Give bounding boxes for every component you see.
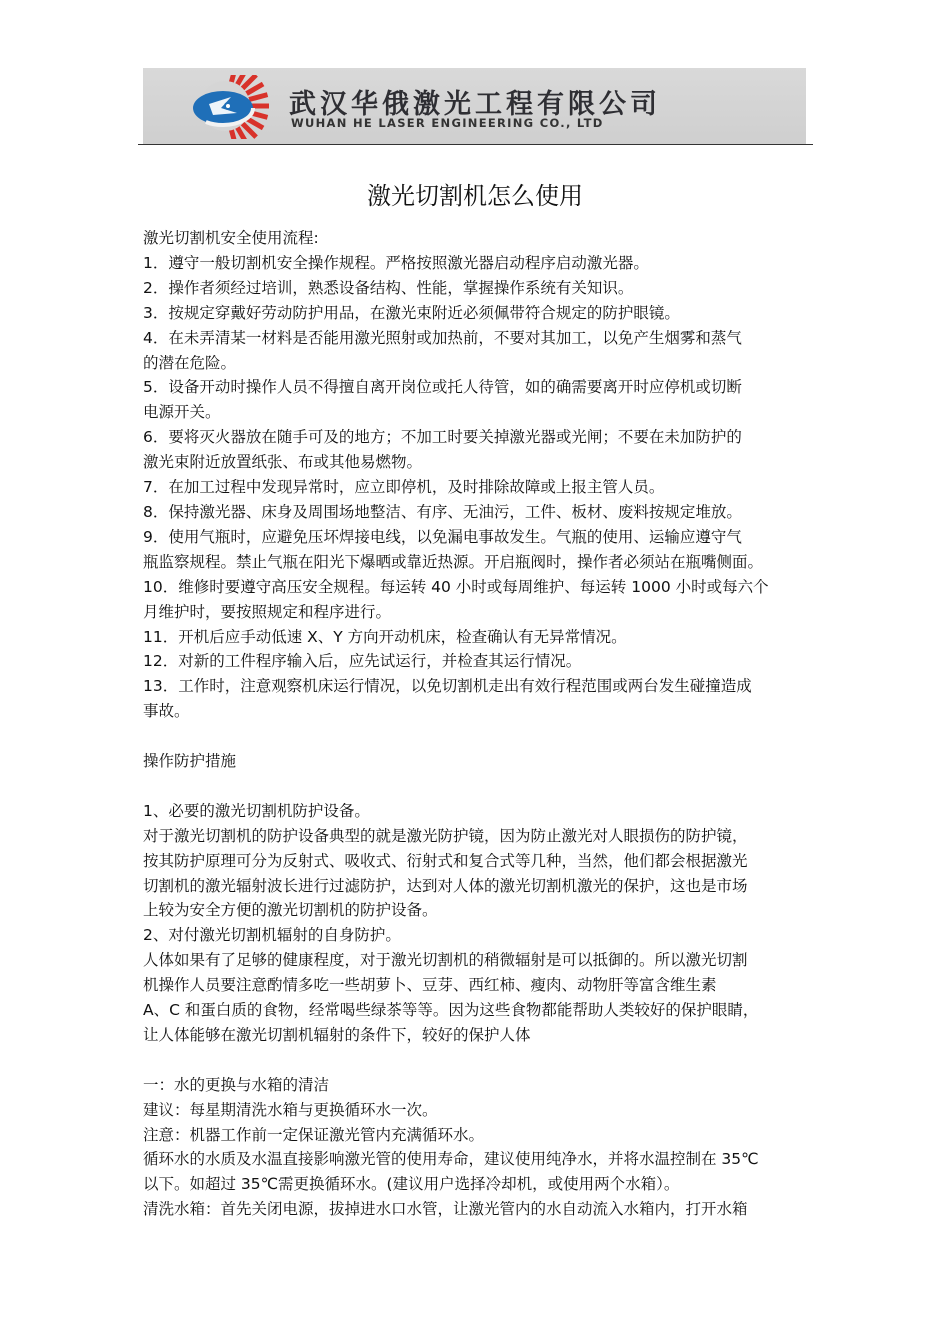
text-line: 建议：每星期清洗水箱与更换循环水一次。 xyxy=(143,1100,438,1119)
text-line: 清洗水箱：首先关闭电源，拔掉进水口水管，让激光管内的水自动流入水箱内，打开水箱 xyxy=(143,1200,748,1219)
company-logo-icon xyxy=(179,75,271,139)
text-line: 让人体能够在激光切割机辐射的条件下，较好的保护人体 xyxy=(143,1025,531,1044)
page-title: 激光切割机怎么使用 xyxy=(367,182,583,211)
text-line: 的潜在危险。 xyxy=(143,353,237,372)
text-line: A、C 和蛋白质的食物，经常喝些绿茶等等。因为这些食物都能帮助人类较好的保护眼睛， xyxy=(143,1001,759,1020)
section-heading: 操作防护措施 xyxy=(143,752,237,771)
text-line: 1、必要的激光切割机防护设备。 xyxy=(143,801,370,820)
text-line: 2、对付激光切割机辐射的自身防护。 xyxy=(143,926,401,945)
text-line: 对于激光切割机的防护设备典型的就是激光防护镜，因为防止激光对人眼损伤的防护镜， xyxy=(143,826,748,845)
text-line: 8．保持激光器、床身及周围场地整洁、有序、无油污，工件、板材、废料按规定堆放。 xyxy=(143,502,742,521)
paragraph-gap xyxy=(143,774,818,799)
document-body xyxy=(143,226,818,1222)
text-line: 事故。 xyxy=(143,702,190,721)
text-line: 注意：机器工作前一定保证激光管内充满循环水。 xyxy=(143,1125,485,1144)
text-line: 4．在未弄清某一材料是否能用激光照射或加热前，不要对其加工，以免产生烟雾和蒸气 xyxy=(143,328,742,347)
text-line: 3．按规定穿戴好劳动防护用品，在激光束附近必须佩带符合规定的防护眼镜。 xyxy=(143,303,680,322)
text-line: 激光束附近放置纸张、布或其他易燃物。 xyxy=(143,453,423,472)
section-heading: 激光切割机安全使用流程: xyxy=(143,229,319,247)
text-line: 1．遵守一般切割机安全操作规程。严格按照激光器启动程序启动激光器。 xyxy=(143,253,649,272)
paragraph-gap xyxy=(143,724,818,749)
company-banner xyxy=(143,68,806,144)
paragraph-gap xyxy=(143,1048,818,1073)
text-line: 按其防护原理可分为反射式、吸收式、衍射式和复合式等几种，当然，他们都会根据激光 xyxy=(143,851,748,870)
text-line: 电源开关。 xyxy=(143,403,221,422)
text-line: 上较为安全方便的激光切割机的防护设备。 xyxy=(143,901,438,920)
text-line: 7．在加工过程中发现异常时，应立即停机，及时排除故障或上报主管人员。 xyxy=(143,478,665,497)
text-line: 2．操作者须经过培训，熟悉设备结构、性能，掌握操作系统有关知识。 xyxy=(143,278,634,297)
section-heading: 一：水的更换与水箱的清洁 xyxy=(143,1075,330,1094)
text-line: 人体如果有了足够的健康程度，对于激光切割机的稍微辐射是可以抵御的。所以激光切割 xyxy=(143,951,748,970)
text-line: 11．开机后应手动低速 X、Y 方向开动机床，检查确认有无异常情况。 xyxy=(143,627,627,646)
text-line: 9．使用气瓶时，应避免压坏焊接电线，以免漏电事故发生。气瓶的使用、运输应遵守气 xyxy=(143,527,742,546)
company-name-cn: 武汉华俄激光工程有限公司 xyxy=(289,89,661,120)
text-line: 机操作人员要注意酌情多吃一些胡萝卜、豆芽、西红柿、瘦肉、动物肝等富含维生素 xyxy=(143,976,717,995)
text-line: 13．工作时，注意观察机床运行情况，以免切割机走出有效行程范围或两台发生碰撞造成 xyxy=(143,677,752,696)
text-line: 10．维修时要遵守高压安全规程。每运转 40 小时或每周维护、每运转 1000 小时或每六个 xyxy=(143,577,769,596)
text-line: 12．对新的工件程序输入后，应先试运行，并检查其运行情况。 xyxy=(143,652,582,671)
text-line: 瓶监察规程。禁止气瓶在阳光下爆晒或靠近热源。开启瓶阀时，操作者必须站在瓶嘴侧面。 xyxy=(143,552,764,571)
text-line: 5．设备开动时操作人员不得擅自离开岗位或托人待管，如的确需要离开时应停机或切断 xyxy=(143,378,742,397)
text-line: 循环水的水质及水温直接影响激光管的使用寿命，建议使用纯净水，并将水温控制在 35℃ xyxy=(143,1150,759,1169)
text-line: 切割机的激光辐射波长进行过滤防护，达到对人体的激光切割机激光的保护，这也是市场 xyxy=(143,876,748,895)
text-line: 月维护时，要按照规定和程序进行。 xyxy=(143,602,392,621)
header-divider xyxy=(138,144,813,145)
company-name-en: WUHAN HE LASER ENGINEERING CO., LTD xyxy=(291,116,604,130)
text-line: 6．要将灭火器放在随手可及的地方；不加工时要关掉激光器或光闸；不要在未加防护的 xyxy=(143,428,742,447)
text-line: 以下。如超过 35℃需更换循环水。(建议用户选择冷却机，或使用两个水箱）。 xyxy=(143,1175,680,1194)
